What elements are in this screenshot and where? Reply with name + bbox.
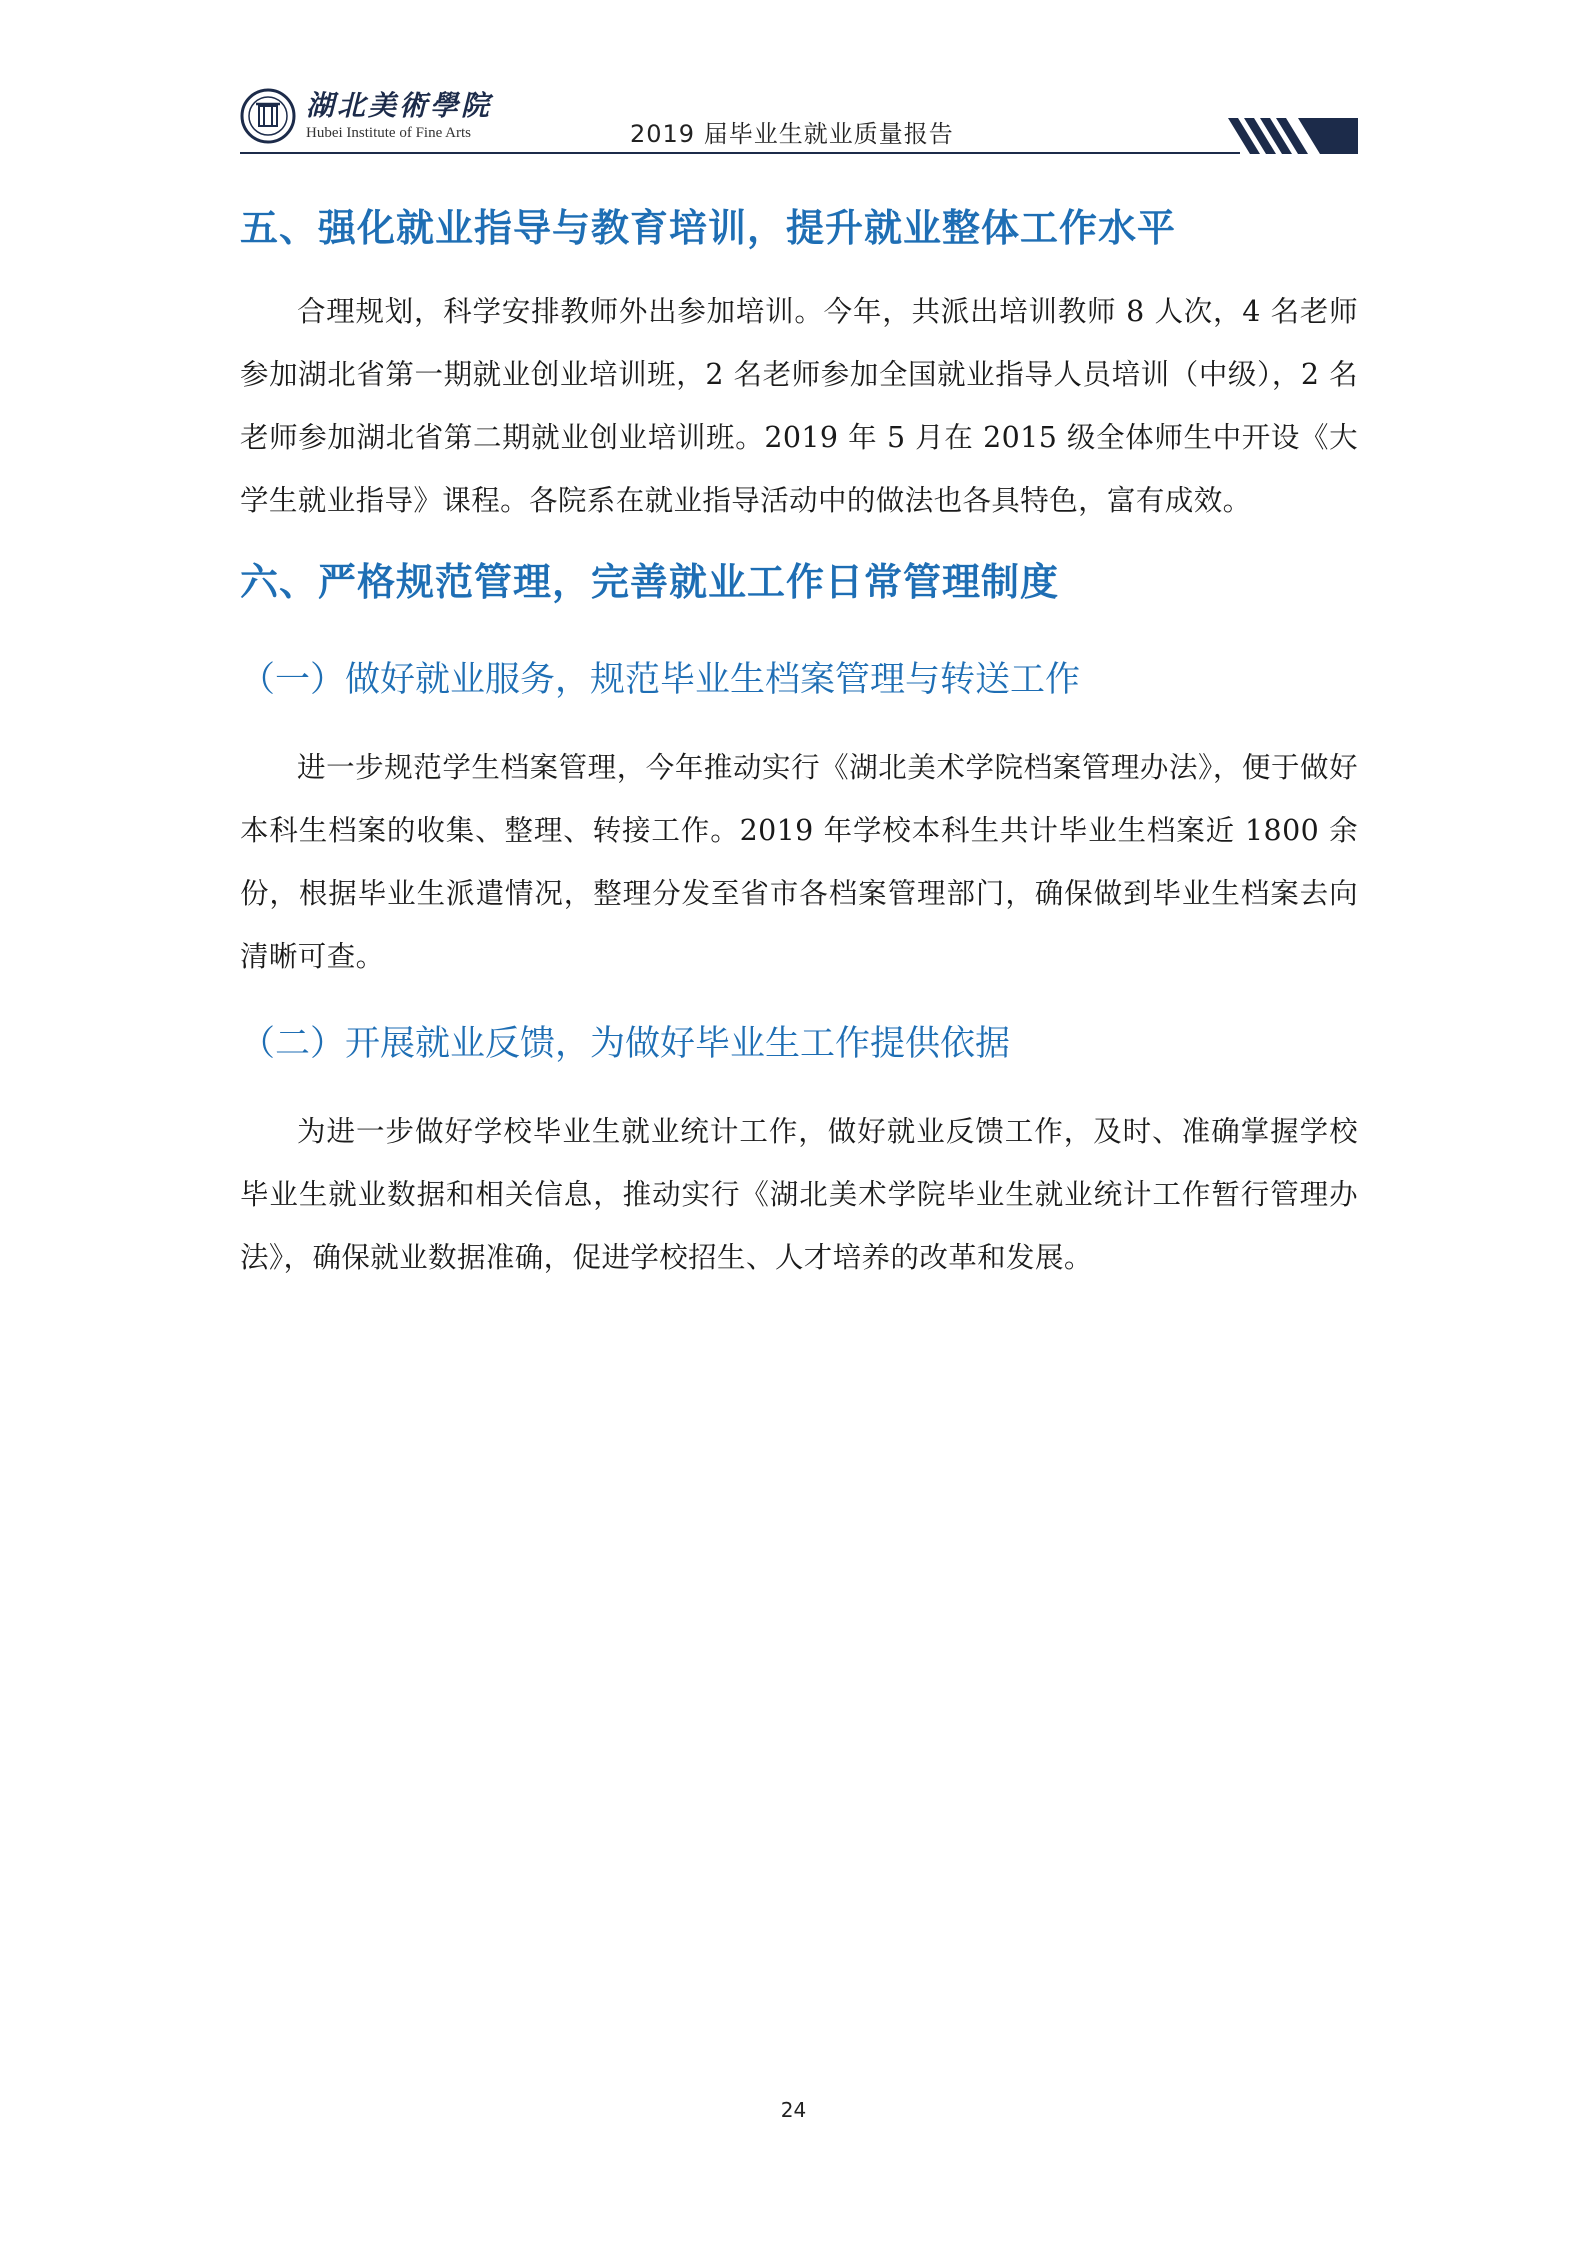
school-name-en: Hubei Institute of Fine Arts (306, 125, 471, 141)
school-emblem-icon (240, 88, 296, 144)
header-stripes-decoration (1228, 118, 1358, 154)
subsection-heading-6-2: （二）开展就业反馈，为做好毕业生工作提供依据 (240, 1024, 1011, 1064)
page-header (240, 88, 1358, 156)
subsection-heading-6-1: （一）做好就业服务，规范毕业生档案管理与转送工作 (240, 660, 1081, 700)
section-5-paragraph: 合理规划，科学安排教师外出参加培训。今年，共派出培训教师 8 人次，4 名老师参加湖北省第一期就业创业培训班，2 名老师参加全国就业指导人员培训（中级），2 名老师参加湖北省第二期就业创业培训班。2019 年 5 月在 2015 级全体师生中开设《大学生就业指导》课程。各院系在就业指导活动中的做法也各具特色，富有成效。 (240, 295, 1358, 517)
section-heading-6: 六、严格规范管理，完善就业工作日常管理制度 (240, 560, 1060, 604)
header-divider (240, 152, 1240, 154)
subsection-6-1-paragraph: 进一步规范学生档案管理，今年推动实行《湖北美术学院档案管理办法》，便于做好本科生档案的收集、整理、转接工作。2019 年学校本科生共计毕业生档案近 1800 余份，根据毕业生派遣情况，整理分发至省市各档案管理部门，确保做到毕业生档案去向清晰可查。 (240, 751, 1358, 973)
page-content (240, 200, 1358, 1289)
report-title: 2019 届毕业生就业质量报告 (630, 120, 954, 148)
school-logo (306, 88, 492, 142)
page-number: 24 (780, 2098, 807, 2122)
section-heading-5: 五、强化就业指导与教育培训，提升就业整体工作水平 (240, 206, 1177, 250)
school-name-cn: 湖北美術學院 (306, 89, 493, 122)
subsection-6-2-paragraph: 为进一步做好学校毕业生就业统计工作，做好就业反馈工作，及时、准确掌握学校毕业生就业数据和相关信息，推动实行《湖北美术学院毕业生就业统计工作暂行管理办法》，确保就业数据准确，促进学校招生、人才培养的改革和发展。 (240, 1115, 1358, 1274)
